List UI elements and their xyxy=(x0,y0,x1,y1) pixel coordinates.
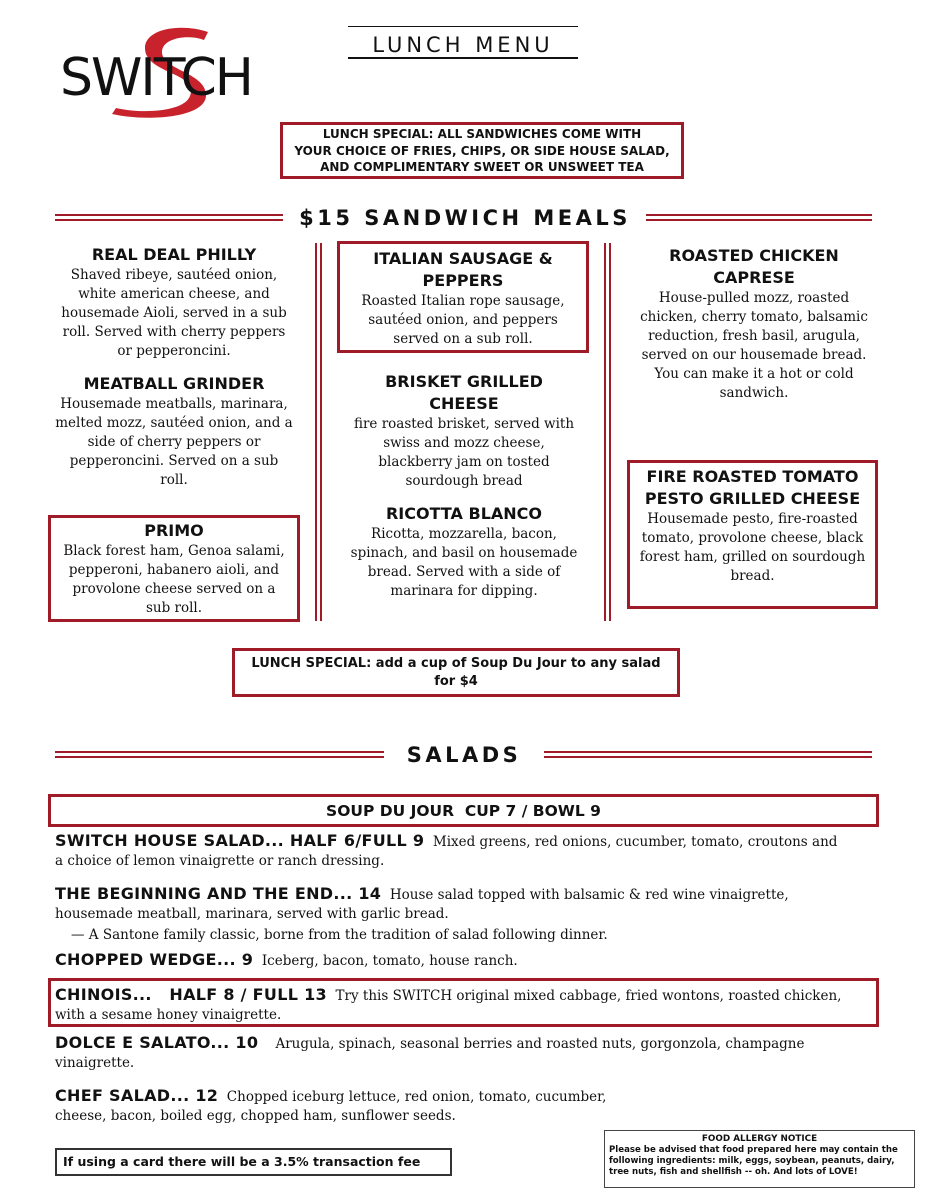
salad-item xyxy=(55,1086,655,1126)
soup-du-jour-text: SOUP DU JOUR CUP 7 / BOWL 9 xyxy=(326,802,601,820)
menu-item xyxy=(55,244,293,361)
salad-item xyxy=(55,831,845,871)
salad-name: CHOPPED WEDGE... 9 xyxy=(55,950,254,969)
salad-name: CHINOIS... HALF 8 / FULL 13 xyxy=(55,985,327,1004)
lunch-special-line: LUNCH SPECIAL: ALL SANDWICHES COME WITH xyxy=(322,127,642,141)
card-fee-notice xyxy=(55,1148,452,1176)
item-name: RICOTTA BLANCO xyxy=(385,504,543,523)
menu-item-featured xyxy=(633,466,872,586)
salad-name: SWITCH HOUSE SALAD... HALF 6/FULL 9 xyxy=(55,831,425,850)
page-title: LUNCH MENU xyxy=(372,33,554,57)
menu-item-featured xyxy=(60,520,288,618)
section-rule-left xyxy=(55,751,384,758)
item-name: REAL DEAL PHILLY xyxy=(91,245,257,264)
column-divider xyxy=(604,243,611,621)
soup-special-line: LUNCH SPECIAL: add a cup of Soup Du Jour to any salad xyxy=(251,656,661,671)
salad-name: DOLCE E SALATO... 10 xyxy=(55,1033,259,1052)
soup-special-line: for $4 xyxy=(434,674,478,689)
menu-item xyxy=(55,373,293,490)
item-name: BRISKET GRILLED CHEESE xyxy=(385,372,543,413)
switch-logo xyxy=(58,24,288,120)
lunch-special-line: AND COMPLIMENTARY SWEET OR UNSWEET TEA xyxy=(320,160,644,174)
section-rule-right xyxy=(646,214,872,221)
item-name: ITALIAN SAUSAGE & PEPPERS xyxy=(373,249,553,290)
menu-item xyxy=(350,503,578,601)
sandwich-section-title: $15 SANDWICH MEALS xyxy=(299,206,631,230)
salad-item-featured xyxy=(55,985,845,1025)
item-description: Housemade meatballs, marinara, melted mozz, sautéed onion, and a side of cherry peppers or pepperoncini. Served on a sub roll. xyxy=(55,396,293,488)
salad-description: Chopped iceburg lettuce, red onion, tomato, cucumber, cheese, bacon, boiled egg, chopped ham, sunflower seeds. xyxy=(55,1089,607,1124)
item-name: PRIMO xyxy=(144,521,204,540)
menu-item-featured xyxy=(347,248,579,349)
item-name: FIRE ROASTED TOMATO PESTO GRILLED CHEESE xyxy=(644,467,861,508)
item-description: Ricotta, mozzarella, bacon, spinach, and basil on housemade bread. Served with a side of marinara for dipping. xyxy=(350,526,578,599)
salad-description: Mixed greens, red onions, cucumber, tomato, croutons and a choice of lemon vinaigrette or ranch dressing. xyxy=(55,834,838,869)
title-rule-top xyxy=(348,26,578,27)
item-description: Roasted Italian rope sausage, sautéed onion, and peppers served on a sub roll. xyxy=(361,293,565,347)
section-rule-left xyxy=(55,214,283,221)
salad-item xyxy=(55,1033,845,1073)
lunch-special-line: YOUR CHOICE OF FRIES, CHIPS, OR SIDE HOUSE SALAD, xyxy=(294,143,670,158)
allergy-title: FOOD ALLERGY NOTICE xyxy=(701,1134,818,1144)
item-description: fire roasted brisket, served with swiss and mozz cheese, blackberry jam on tosted sourdough bread xyxy=(353,416,575,489)
menu-item xyxy=(638,245,870,403)
title-rule-bottom xyxy=(348,57,578,59)
salad-item xyxy=(55,884,845,945)
salad-name: CHEF SALAD... 12 xyxy=(55,1086,219,1105)
lunch-special-text xyxy=(283,126,681,176)
logo-text: SWITCH xyxy=(60,48,252,108)
salad-item xyxy=(55,950,845,971)
salad-description: House salad topped with balsamic & red wine vinaigrette, housemade meatball, marinara, served with garlic bread. xyxy=(55,887,789,922)
soup-special-text xyxy=(236,655,676,691)
section-rule-right xyxy=(544,751,872,758)
item-name: ROASTED CHICKEN CAPRESE xyxy=(669,246,839,287)
card-fee-text: If using a card there will be a 3.5% transaction fee xyxy=(63,1154,421,1169)
item-description: Black forest ham, Genoa salami, pepperoni, habanero aioli, and provolone cheese served on a sub roll. xyxy=(63,543,285,616)
item-description: Housemade pesto, fire-roasted tomato, provolone cheese, black forest ham, grilled on sourdough bread. xyxy=(639,511,866,584)
menu-item xyxy=(350,371,578,491)
allergy-text: Please be advised that food prepared here may contain the following ingredients: milk, eggs, soybean, peanuts, dairy, tree nuts, fish and shellfish -- oh. And lots of LOVE! xyxy=(609,1145,898,1177)
column-divider xyxy=(315,243,322,621)
salad-description: Arugula, spinach, seasonal berries and roasted nuts, gorgonzola, champagne vinaigrette. xyxy=(55,1036,805,1071)
item-description: House-pulled mozz, roasted chicken, cherry tomato, balsamic reduction, fresh basil, arugula, served on our housemade bread. You can make it a hot or cold sandwich. xyxy=(640,290,868,401)
item-name: MEATBALL GRINDER xyxy=(83,374,265,393)
salads-section-title: SALADS xyxy=(406,743,522,767)
salad-description: Try this SWITCH original mixed cabbage, fried wontons, roasted chicken, with a sesame honey vinaigrette. xyxy=(55,988,842,1023)
salad-description: Iceberg, bacon, tomato, house ranch. xyxy=(261,953,518,969)
item-description: Shaved ribeye, sautéed onion, white american cheese, and housemade Aioli, served in a sub roll. Served with cherry peppers or pepperoncini. xyxy=(61,267,287,359)
allergy-notice xyxy=(604,1130,915,1188)
salad-note: — A Santone family classic, borne from the tradition of salad following dinner. xyxy=(71,927,608,943)
salad-name: THE BEGINNING AND THE END... 14 xyxy=(55,884,382,903)
